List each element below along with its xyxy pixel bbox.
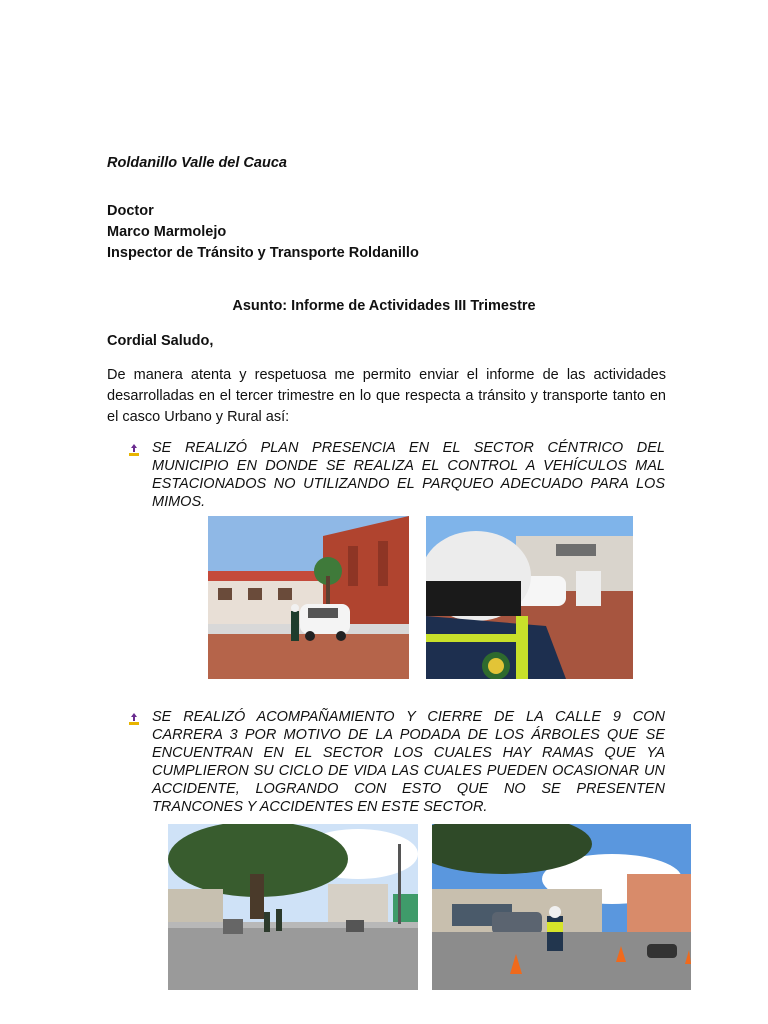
arrow-bullet-icon — [127, 443, 141, 457]
recipient-title: Doctor — [107, 203, 154, 219]
photo-parked-car-plaza — [208, 516, 409, 679]
photo-officer-selfie — [426, 516, 633, 679]
activity-item-1: SE REALIZÓ PLAN PRESENCIA EN EL SECTOR CÉNTRICO DEL MUNICIPIO EN DONDE SE REALIZA EL CONTROL A VEHÍCULOS MAL ESTACIONADOS NO UTILIZANDO EL PARQUEO ADECUADO PARA LOS MIMOS. — [152, 440, 665, 510]
city-line: Roldanillo Valle del Cauca — [107, 155, 287, 171]
recipient-role: Inspector de Tránsito y Transporte Roldanillo — [107, 245, 419, 261]
photo-officer-cones — [432, 824, 691, 990]
recipient-name: Marco Marmolejo — [107, 224, 227, 240]
subject-line: Asunto: Informe de Actividades III Trimestre — [232, 298, 536, 314]
activity-item-2: SE REALIZÓ ACOMPAÑAMIENTO Y CIERRE DE LA CALLE 9 CON CARRERA 3 POR MOTIVO DE LA PODADA DE LOS ÁRBOLES QUE SE ENCUENTRAN EN EL SECTOR LOS CUALES HAY RAMAS QUE YA CUMPLIERON SU CICLO DE VIDA LAS CUALES PUEDEN OCASIONAR UN ACCIDENTE, LOGRANDO CON ESTO QUE NO SE PRESENTEN TRANCONES Y ACCIDENTES EN ESTE SECTOR. — [152, 709, 665, 815]
arrow-bullet-icon — [127, 712, 141, 726]
photo-street-tree-closure — [168, 824, 418, 990]
greeting: Cordial Saludo, — [107, 333, 214, 349]
intro-paragraph: De manera atenta y respetuosa me permito enviar el informe de las actividades desarrolladas en el tercer trimestre en lo que respecta a tránsito y transporte tanto en el casco Urbano y Rural así: — [107, 367, 666, 425]
